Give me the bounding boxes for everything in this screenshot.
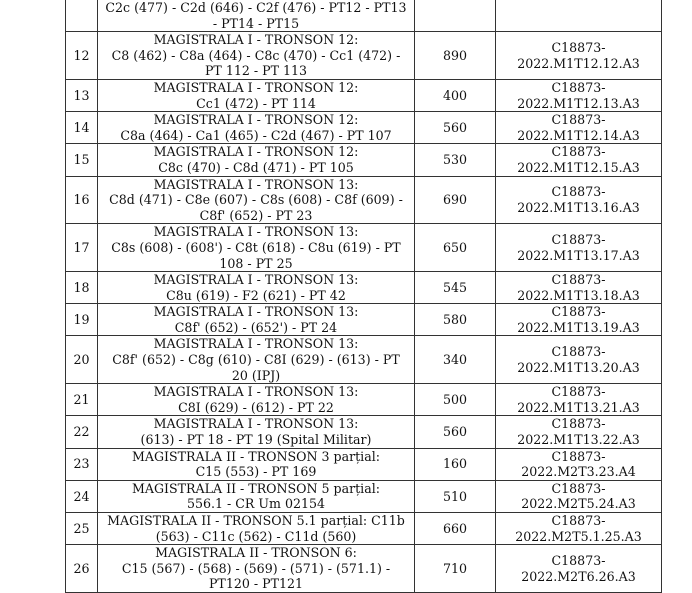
table-row <box>66 384 662 416</box>
length-value: 690 <box>415 176 496 224</box>
table-container <box>65 0 661 592</box>
section-description <box>98 144 415 176</box>
document-code: C18873-2022.M2T5.24.A3 <box>496 480 662 512</box>
section-description <box>98 545 415 593</box>
row-number <box>66 0 98 32</box>
document-code: C18873-2022.M1T13.21.A3 <box>496 384 662 416</box>
description-line: MAGISTRALA I - TRONSON 13: <box>153 304 359 320</box>
table-body <box>66 0 662 592</box>
row-number: 13 <box>66 79 98 111</box>
row-number: 17 <box>66 224 98 272</box>
description-line: MAGISTRALA I - TRONSON 12: <box>153 144 359 160</box>
description-line: MAGISTRALA II - TRONSON 6: <box>155 545 357 561</box>
tronson-table <box>65 0 662 593</box>
document-code: C18873-2022.M2T3.23.A4 <box>496 448 662 480</box>
description-line: C8a (464) - Ca1 (465) - C2d (467) - PT 107 <box>120 127 392 143</box>
description-line: C8f' (652) - (652') - PT 24 <box>174 319 338 335</box>
description-line: 20 (IPJ) <box>231 367 281 383</box>
description-line: MAGISTRALA I - TRONSON 12: <box>153 32 359 48</box>
document-code: C18873-2022.M2T6.26.A3 <box>496 545 662 593</box>
description-line: C8d (471) - C8e (607) - C8s (608) - C8f (609) - <box>109 192 403 208</box>
description-line: C15 (567) - (568) - (569) - (571) - (571.1) - <box>121 560 391 576</box>
table-row <box>66 513 662 545</box>
description-line: C15 (553) - PT 169 <box>195 464 317 480</box>
length-value: 660 <box>415 513 496 545</box>
row-number: 20 <box>66 336 98 384</box>
row-number: 12 <box>66 32 98 80</box>
document-code: C18873-2022.M1T13.19.A3 <box>496 304 662 336</box>
document-code: C18873-2022.M1T12.15.A3 <box>496 144 662 176</box>
row-number: 19 <box>66 304 98 336</box>
description-line: MAGISTRALA I - TRONSON 13: <box>153 416 359 432</box>
length-value: 500 <box>415 384 496 416</box>
document-code: C18873-2022.M1T12.14.A3 <box>496 112 662 144</box>
document-code: C18873-2022.M1T13.17.A3 <box>496 224 662 272</box>
description-line: - PT14 - PT15 <box>212 15 300 31</box>
length-value: 580 <box>415 304 496 336</box>
description-line: 556.1 - CR Um 02154 <box>186 496 326 512</box>
document-code: C18873-2022.M2T5.1.25.A3 <box>496 513 662 545</box>
description-line: MAGISTRALA II - TRONSON 5.1 parțial: C11b <box>107 513 405 528</box>
description-line: MAGISTRALA I - TRONSON 13: <box>153 176 359 192</box>
row-number: 15 <box>66 144 98 176</box>
description-line: Cc1 (472) - PT 114 <box>196 95 316 111</box>
row-number: 25 <box>66 513 98 545</box>
section-description <box>98 513 415 545</box>
table-row <box>66 545 662 593</box>
section-description <box>98 224 415 272</box>
table-row <box>66 0 662 32</box>
length-value: 560 <box>415 416 496 448</box>
section-description <box>98 32 415 80</box>
length-value: 560 <box>415 112 496 144</box>
description-line: PT 112 - PT 113 <box>204 63 308 79</box>
row-number: 24 <box>66 480 98 512</box>
section-description <box>98 272 415 304</box>
document-code: C18873-2022.M1T13.20.A3 <box>496 336 662 384</box>
section-description <box>98 304 415 336</box>
description-line: MAGISTRALA I - TRONSON 13: <box>153 336 359 352</box>
description-line: 108 - PT 25 <box>219 255 293 271</box>
table-row <box>66 480 662 512</box>
length-value: 530 <box>415 144 496 176</box>
row-number: 21 <box>66 384 98 416</box>
section-description <box>98 0 415 32</box>
table-row <box>66 272 662 304</box>
table-row <box>66 416 662 448</box>
description-line: (563) - C11c (562) - C11d (560) <box>155 528 357 544</box>
length-value: 545 <box>415 272 496 304</box>
description-line: (613) - PT 18 - PT 19 (Spital Militar) <box>140 432 372 448</box>
length-value <box>415 0 496 32</box>
document-code: C18873-2022.M1T13.18.A3 <box>496 272 662 304</box>
description-line: C8f' (652) - PT 23 <box>199 207 313 223</box>
length-value: 400 <box>415 79 496 111</box>
table-row <box>66 32 662 80</box>
section-description <box>98 79 415 111</box>
row-number: 22 <box>66 416 98 448</box>
document-code: C18873-2022.M1T13.16.A3 <box>496 176 662 224</box>
description-line: MAGISTRALA II - TRONSON 5 parțial: <box>132 480 380 496</box>
section-description <box>98 112 415 144</box>
document-code: C18873-2022.M1T12.12.A3 <box>496 32 662 80</box>
description-line: MAGISTRALA II - TRONSON 3 parțial: <box>132 448 380 464</box>
description-line: PT120 - PT121 <box>208 576 304 592</box>
table-row <box>66 112 662 144</box>
table-row <box>66 79 662 111</box>
length-value: 510 <box>415 480 496 512</box>
row-number: 18 <box>66 272 98 304</box>
document-code: C18873-2022.M1T13.22.A3 <box>496 416 662 448</box>
row-number: 16 <box>66 176 98 224</box>
description-line: MAGISTRALA I - TRONSON 13: <box>153 224 359 240</box>
table-row <box>66 224 662 272</box>
row-number: 26 <box>66 545 98 593</box>
section-description <box>98 336 415 384</box>
section-description <box>98 480 415 512</box>
length-value: 890 <box>415 32 496 80</box>
table-row <box>66 176 662 224</box>
description-line: C8f' (652) - C8g (610) - C8I (629) - (613) - PT <box>112 352 400 368</box>
description-line: C8 (462) - C8a (464) - C8c (470) - Cc1 (472) - <box>111 47 401 63</box>
section-description <box>98 416 415 448</box>
description-line: C8I (629) - (612) - PT 22 <box>178 399 334 415</box>
table-row <box>66 336 662 384</box>
row-number: 14 <box>66 112 98 144</box>
section-description <box>98 176 415 224</box>
section-description <box>98 448 415 480</box>
table-row <box>66 144 662 176</box>
description-line: MAGISTRALA I - TRONSON 13: <box>153 272 359 288</box>
length-value: 710 <box>415 545 496 593</box>
table-row <box>66 304 662 336</box>
document-code: C18873-2022.M1T12.13.A3 <box>496 79 662 111</box>
section-description <box>98 384 415 416</box>
description-line: C8c (470) - C8d (471) - PT 105 <box>158 159 354 175</box>
length-value: 160 <box>415 448 496 480</box>
description-line: MAGISTRALA I - TRONSON 13: <box>153 384 359 400</box>
description-line: MAGISTRALA I - TRONSON 12: <box>153 79 359 95</box>
row-number: 23 <box>66 448 98 480</box>
description-line: C8s (608) - (608') - C8t (618) - C8u (619) - PT <box>111 239 401 255</box>
description-line: C2c (477) - C2d (646) - C2f (476) - PT12 - PT13 <box>105 0 407 15</box>
document-code <box>496 0 662 32</box>
table-row <box>66 448 662 480</box>
length-value: 650 <box>415 224 496 272</box>
length-value: 340 <box>415 336 496 384</box>
description-line: MAGISTRALA I - TRONSON 12: <box>153 112 359 128</box>
description-line: C8u (619) - F2 (621) - PT 42 <box>166 287 346 303</box>
